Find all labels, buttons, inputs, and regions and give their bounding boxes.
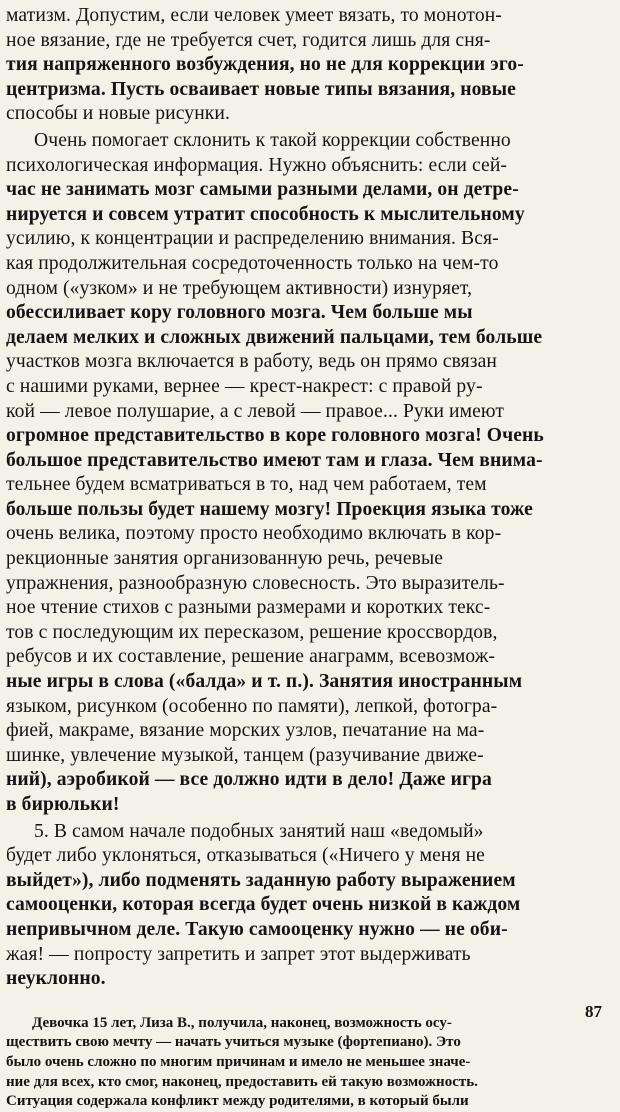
- text-line: обессиливает кору головного мозга. Чем больше мы: [6, 302, 473, 324]
- text-line: большое представительство имеют там и глаза. Чем внима-: [6, 449, 543, 471]
- text-line: больше пользы будет нашему мозгу! Проекция языка тоже: [6, 498, 533, 520]
- text-line: Очень помогает склонить к такой коррекции собственно: [34, 129, 511, 151]
- text-line: шинке, увлечение музыкой, танцем (разучивание движе-: [6, 744, 484, 766]
- text-line: в бирюльки!: [6, 794, 120, 815]
- paragraph-1: [6, 4, 606, 127]
- text-line: психологическая информация. Нужно объяснить: если сей-: [6, 154, 508, 176]
- text-line: языком, рисунком (особенно по памяти), лепкой, фотогра-: [6, 695, 498, 717]
- text-line: непривычном деле. Такую самооценку нужно — не оби-: [6, 918, 508, 940]
- text-line: жая! — попросту запретить и запрет этот выдерживать: [6, 943, 471, 965]
- text-line: тов с последующим их пересказом, решение кроссвордов,: [6, 621, 498, 643]
- text-line: будет либо уклоняться, отказываться («Ничего у меня не: [6, 845, 485, 867]
- text-line: тельнее будем всматриваться в то, над чем работаем, тем: [6, 474, 487, 496]
- text-line: делаем мелких и сложных движений пальцами, тем больше: [6, 326, 543, 348]
- text-line: 5. В самом начале подобных занятий наш «ведомый»: [34, 820, 484, 842]
- footnote-line: Девочка 15 лет, Лиза В., получила, наконец, возможность осу-: [32, 1014, 452, 1031]
- text-line: неуклонно.: [6, 968, 106, 990]
- text-line: нируется и совсем утратит способность к мыслительному: [6, 203, 525, 225]
- text-line: огромное представительство в коре головного мозга! Очень: [6, 425, 544, 447]
- text-line: кой — левое полушарие, а с левой — правое... Руки имеют: [6, 400, 505, 422]
- text-line: матизм. Допустим, если человек умеет вязать, то монотон-: [6, 5, 502, 26]
- text-line: самооценки, которая всегда будет очень низкой в каждом: [6, 894, 521, 916]
- text-line: ребусов и их составление, решение анаграмм, всевозмож-: [6, 646, 495, 668]
- text-line: кая продолжительная сосредоточенность только на чем-то: [6, 252, 499, 274]
- text-line: центризма. Пусть осваивает новые типы вязания, новые: [6, 78, 516, 100]
- text-line: усилию, к концентрации и распределению внимания. Вся-: [6, 228, 499, 250]
- footnote-line: было очень сложно по многим причинам и имело не меньшее значе-: [6, 1053, 471, 1070]
- text-line: тия напряженного возбуждения, но не для коррекции эго-: [6, 54, 524, 76]
- text-line: упражнения, разнообразную словесность. Это выразитель-: [6, 572, 505, 594]
- footnote: [6, 1014, 606, 1112]
- text-line: участков мозга включается в работу, ведь он прямо связан: [6, 351, 498, 373]
- text-line: ное чтение стихов с разными размерами и коротких текс-: [6, 597, 491, 619]
- footnote-line: ние для всех, кто смог, наконец, предоставить ей такую возможность.: [6, 1073, 478, 1090]
- footnote-line: Ситуация содержала конфликт между родителями, в который были: [6, 1093, 469, 1110]
- footnote-line: ществить свою мечту — начать учиться музыке (фортепиано). Это: [6, 1034, 461, 1051]
- text-line: способы и новые рисунки.: [6, 103, 230, 125]
- text-line: ное вязание, где не требуется счет, годится лишь для сня-: [6, 29, 491, 51]
- text-line: ний), аэробикой — все должно идти в дело! Даже игра: [6, 769, 492, 791]
- text-line: выйдет»), либо подменять заданную работу выражением: [6, 869, 516, 891]
- text-line: очень велика, поэтому просто необходимо включать в кор-: [6, 523, 502, 545]
- text-line: час не занимать мозг самыми разными делами, он детре-: [6, 179, 519, 201]
- paragraph-2: [6, 129, 606, 818]
- text-line: фией, макраме, вязание морских узлов, печатание на ма-: [6, 720, 485, 742]
- page-number: 87: [585, 1002, 602, 1021]
- text-line: рекционные занятия организованную речь, речевые: [6, 548, 444, 570]
- text-line: одном («узком» и не требующем активности) изнуряет,: [6, 277, 473, 299]
- paragraph-3: [6, 820, 606, 992]
- text-line: с нашими руками, вернее — крест-накрест: с правой ру-: [6, 375, 483, 397]
- text-line: ные игры в слова («балда» и т. п.). Занятия иностранным: [6, 671, 523, 693]
